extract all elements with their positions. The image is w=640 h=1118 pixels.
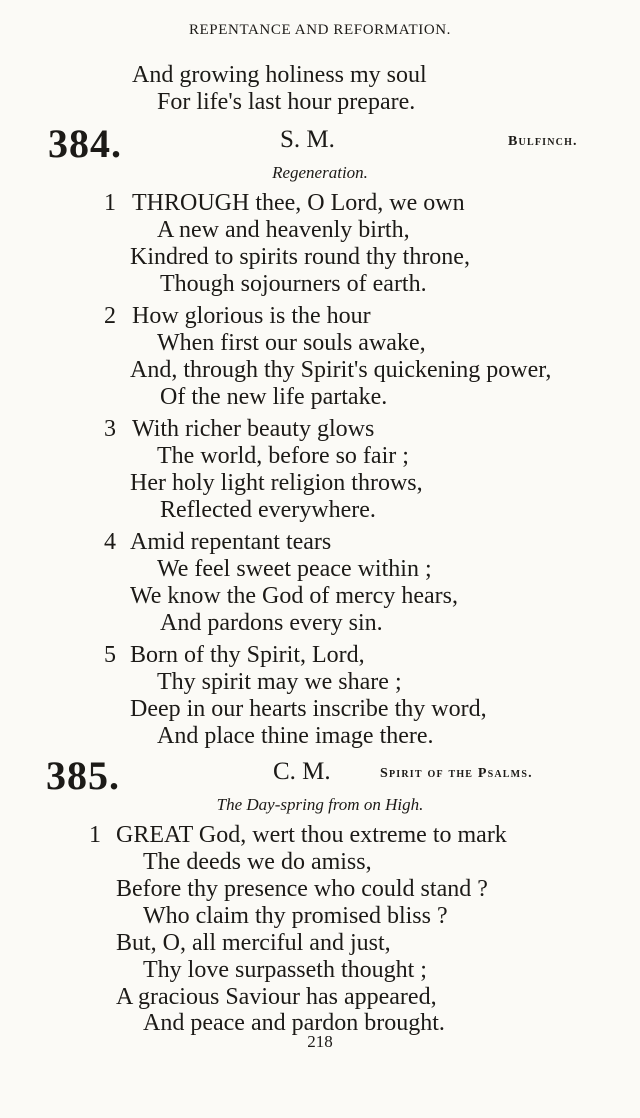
verse-line: Her holy light religion throws, (130, 470, 423, 496)
hymn-meter: C. M. (273, 758, 331, 785)
verse-line: We feel sweet peace within ; (157, 556, 432, 582)
verse-line: And, through thy Spirit's quickening power, (130, 357, 552, 383)
verse-line: And place thine image there. (157, 723, 434, 749)
hymn-number: 384. (48, 121, 122, 166)
running-header: REPENTANCE AND REFORMATION. (188, 22, 452, 38)
verse-number: 3 (104, 416, 116, 442)
carryover-line: And growing holiness my soul (132, 62, 427, 88)
verse-line: A gracious Saviour has appeared, (116, 984, 437, 1010)
verse-line: Reflected everywhere. (160, 497, 376, 523)
verse-line: How glorious is the hour (132, 303, 371, 329)
verse-line: The deeds we do amiss, (143, 849, 372, 875)
carryover-line: For life's last hour prepare. (157, 89, 416, 115)
verse-number: 1 (104, 190, 116, 216)
verse-line: Before thy presence who could stand ? (116, 876, 488, 902)
verse-line: Who claim thy promised bliss ? (143, 903, 448, 929)
verse-number: 4 (104, 529, 116, 555)
verse-line: Kindred to spirits round thy throne, (130, 244, 470, 270)
verse-line: A new and heavenly birth, (157, 217, 410, 243)
verse-line: GREAT God, wert thou extreme to mark (116, 822, 507, 848)
verse-line: With richer beauty glows (132, 416, 375, 442)
verse-line: Deep in our hearts inscribe thy word, (130, 696, 487, 722)
hymn-number: 385. (46, 753, 120, 798)
tune-name: Bulfinch. (508, 134, 578, 149)
hymn-title: Regeneration. (272, 163, 368, 182)
verse-line: We know the God of mercy hears, (130, 583, 458, 609)
verse-line: Amid repentant tears (130, 529, 332, 555)
verse-line: And peace and pardon brought. (143, 1010, 445, 1036)
verse-line: Born of thy Spirit, Lord, (130, 642, 365, 668)
verse-number: 1 (89, 822, 101, 848)
verse-number: 2 (104, 303, 116, 329)
verse-line: THROUGH thee, O Lord, we own (132, 190, 465, 216)
verse-line: The world, before so fair ; (157, 443, 409, 469)
verse-number: 5 (104, 642, 116, 668)
verse-line: But, O, all merciful and just, (116, 930, 391, 956)
verse-line: Thy spirit may we share ; (157, 669, 402, 695)
verse-line: Thy love surpasseth thought ; (143, 957, 427, 983)
page-number: 218 (307, 1032, 333, 1051)
tune-name: Spirit of the Psalms. (380, 766, 533, 781)
hymn-meter: S. M. (280, 126, 335, 153)
hymn-title: The Day-spring from on High. (216, 795, 424, 814)
verse-line: When first our souls awake, (157, 330, 426, 356)
verse-line: Though sojourners of earth. (160, 271, 427, 297)
verse-line: Of the new life partake. (160, 384, 388, 410)
verse-line: And pardons every sin. (160, 610, 383, 636)
